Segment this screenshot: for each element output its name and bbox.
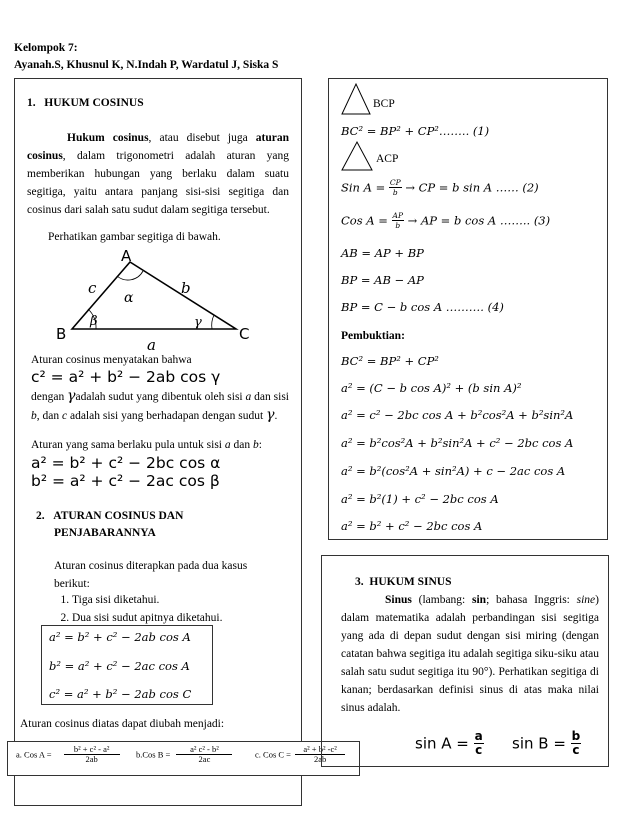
label: sin B = (512, 734, 566, 753)
eq-5: BP = AB − AP (341, 273, 424, 287)
box-formula-3: c² = a² + b² − 2ab cos C (49, 687, 192, 701)
eq-2 (341, 178, 539, 197)
fraction (389, 178, 402, 197)
gamma-symbol: γ (67, 388, 76, 404)
fraction (392, 211, 404, 230)
italic-term: sine (576, 594, 596, 606)
change-text: Aturan cosinus diatas dapat diubah menjadi: (20, 718, 225, 730)
eq-part: → AP = b cos A …….. (3) (407, 213, 551, 228)
group-label: Kelompok 7: (14, 42, 78, 54)
gamma-explanation (31, 387, 289, 425)
cases-list (54, 591, 222, 627)
denominator: c (475, 743, 483, 757)
sin-a-formula (415, 730, 484, 757)
fraction (176, 745, 232, 764)
numerator: b (571, 729, 581, 743)
bold-term: Sinus (385, 594, 412, 606)
section2-heading-line2: PENJABARANNYA (54, 527, 156, 539)
text-fragment: adalah sudut yang dibentuk oleh sisi (75, 391, 246, 403)
fraction (474, 730, 484, 757)
text-fragment: : (258, 439, 262, 451)
formula-c: c² = a² + b² − 2ab cos γ (31, 368, 221, 386)
vertex-C: C (239, 325, 250, 343)
eq-1: BC² = BP² + CP²…….. (1) (341, 124, 490, 138)
section-title: ATURAN COSINUS DAN (53, 510, 184, 522)
fraction (571, 730, 582, 757)
eq-part: → CP = b sin A …… (2) (405, 180, 539, 195)
label: sin A = (415, 734, 469, 753)
triangle-icon-acp (341, 140, 373, 172)
side-c: c (88, 279, 97, 297)
section-number: 1. (27, 97, 36, 109)
side-b: b (181, 279, 191, 297)
numerator: a² + b² -c² (295, 745, 345, 755)
text-fragment: dengan (31, 391, 68, 403)
section1-paragraph (27, 129, 289, 219)
text-fragment: ) dalam matematika adalah perbandingan sisi segitiga yang ada di depan sudut dengan sisi miring (dengan catatan bahwa segitiga itu adalah segitiga siku-siku atau salah satu sudut segitiga itu 90°). Perhatikan segitiga di kanan; berdasarkan definisi sinus di atas maka nilai sinus adalah. (341, 594, 600, 714)
text-fragment: (lambang: (411, 594, 473, 606)
proof-line: a² = (C − b cos A)² + (b sin A)² (341, 381, 522, 395)
gamma-symbol: γ (266, 407, 275, 423)
section3-heading (355, 574, 451, 590)
eq-3 (341, 211, 550, 230)
cos-a-formula (16, 745, 120, 764)
see-figure-text: Perhatikan gambar segitiga di bawah. (48, 231, 221, 243)
var-b: b (31, 410, 37, 422)
proof-line: BC² = BP² + CP² (341, 354, 439, 368)
text-fragment: , dan (36, 410, 62, 422)
cos-b-formula (136, 745, 232, 764)
denominator: b (395, 221, 401, 230)
text-fragment: Aturan yang sama berlaku pula untuk sisi (31, 439, 225, 451)
bold-term: Hukum cosinus (67, 132, 149, 144)
side-a: a (147, 336, 156, 354)
denominator: 2ab (313, 754, 327, 764)
var-c: c (61, 410, 68, 422)
formula-a: a² = b² + c² − 2bc cos α (31, 454, 221, 472)
list-item: 2. Dua sisi sudut apitnya diketahui. (72, 609, 222, 627)
proof-line: a² = b²(1) + c² − 2bc cos A (341, 492, 499, 506)
bold-term: sin (472, 594, 487, 606)
section-number: 2. (36, 510, 45, 522)
section2-heading (36, 508, 183, 524)
proof-line: a² = b²cos²A + b²sin²A + c² − 2bc cos A (341, 436, 574, 450)
label: a. Cos A = (16, 749, 52, 760)
var-a: a (224, 439, 231, 451)
sin-b-formula (512, 730, 581, 757)
box-formula-2: b² = a² + c² − 2ac cos A (49, 659, 190, 673)
eq-4: AB = AP + BP (341, 246, 424, 260)
section2-intro: Aturan cosinus diterapkan pada dua kasus berikut: (54, 560, 248, 590)
box-formula-1: a² = b² + c² − 2ab cos A (49, 630, 191, 644)
text-fragment: , atau disebut juga (148, 132, 256, 144)
section-title: HUKUM COSINUS (44, 97, 144, 109)
section-title: HUKUM SINUS (369, 576, 452, 588)
numerator: a² c² - b² (176, 745, 232, 755)
denominator: b (392, 188, 398, 197)
angle-beta: β (90, 314, 98, 329)
text-fragment: , dalam trigonometri adalah aturan yang memberikan hubungan yang berlaku dalam suatu segitiga, yaitu antara panjang sisi-sisi segitiga dan cosinus dari salah satu sudut dalam segitiga tersebut. (27, 150, 289, 216)
bold-term: aturan cosinus (27, 132, 289, 162)
denominator: c (572, 743, 580, 757)
rule-intro: Aturan cosinus menyatakan bahwa (31, 354, 192, 366)
denominator: 2ac (198, 754, 211, 764)
numerator: AP (392, 211, 404, 220)
proof-line: a² = c² − 2bc cos A + b²cos²A + b²sin²A (341, 408, 574, 422)
list-item: 1. Tiga sisi diketahui. (72, 591, 222, 609)
var-b: b (252, 439, 259, 451)
var-a: a (245, 391, 252, 403)
formula-b: b² = a² + c² − 2ac cos β (31, 472, 220, 490)
triangle-icon-bcp (341, 82, 371, 116)
text-fragment: adalah sisi yang berhadapan dengan sudut (67, 410, 267, 422)
angle-arc-gamma (212, 315, 214, 329)
members-label: Ayanah.S, Khusnul K, N.Indah P, Wardatul J, Siska S (14, 59, 279, 71)
numerator: b² + c² - a² (64, 745, 120, 755)
numerator: a (474, 729, 483, 743)
text-fragment: dan (230, 439, 253, 451)
fraction (64, 745, 120, 764)
same-rule-text (31, 437, 262, 453)
triangle-figure (50, 247, 260, 369)
acp-label: ACP (376, 153, 399, 165)
eq-part: Sin A = (341, 180, 386, 195)
eq-6: BP = C − b cos A ………. (4) (341, 300, 504, 314)
text-fragment: dan sisi (251, 391, 289, 403)
bcp-label: BCP (373, 98, 395, 110)
vertex-A: A (121, 247, 132, 265)
section1-heading (27, 95, 144, 111)
proof-line: a² = b² + c² − 2bc cos A (341, 519, 483, 533)
text-fragment: . (274, 410, 278, 422)
proof-line: a² = b²(cos²A + sin²A) + c − 2ac cos A (341, 464, 566, 478)
label: b.Cos B = (136, 749, 171, 760)
proof-title: Pembuktian: (341, 330, 405, 342)
section3-paragraph (341, 591, 599, 717)
text-fragment: ; bahasa Inggris: (486, 594, 577, 606)
vertex-B: B (56, 325, 67, 343)
denominator: 2ab (85, 754, 98, 764)
angle-alpha: α (124, 290, 134, 306)
numerator: CP (389, 178, 401, 187)
angle-gamma: γ (194, 315, 202, 330)
label: c. Cos C = (255, 749, 291, 760)
eq-part: Cos A = (341, 213, 388, 228)
section-number: 3. (355, 576, 364, 588)
